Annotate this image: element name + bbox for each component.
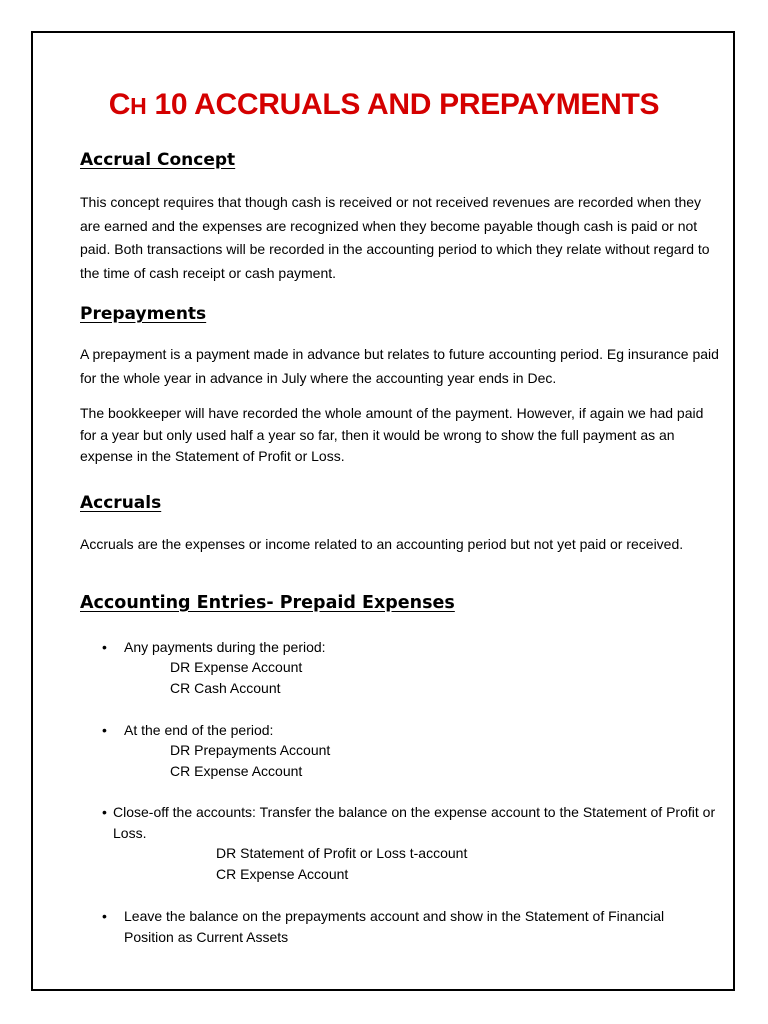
title-rest: 10 ACCRUALS AND PREPAYMENTS: [146, 88, 660, 121]
entry-item-2-debit: DR Prepayments Account: [170, 742, 331, 758]
bullet-dot: •: [102, 804, 107, 820]
accruals-body: Accruals are the expenses or income related to an accounting period but not yet paid or received.: [80, 536, 684, 552]
entry-item-3-credit: CR Expense Account: [216, 866, 349, 882]
accrual-concept-heading: Accrual Concept: [80, 150, 236, 170]
bullet-dot: •: [102, 908, 107, 924]
prepayments-para-2: The bookkeeper will have recorded the whole amount of the payment. However, if again we had paid for a year but only used half a year so far, then it would be wrong to show the full payment as an expense in the Statement of Profit or Loss.: [80, 405, 704, 464]
entries-heading: Accounting Entries- Prepaid Expenses: [80, 593, 455, 613]
entry-item-1-text: Any payments during the period:: [124, 639, 326, 655]
page-title: [0, 88, 768, 122]
entry-item-1-debit: DR Expense Account: [170, 659, 303, 675]
entry-item-1-credit: CR Cash Account: [170, 680, 281, 696]
bullet-dot: •: [102, 639, 107, 655]
accruals-heading: Accruals: [80, 493, 162, 513]
prepayments-heading: Prepayments: [80, 304, 207, 324]
title-prefix-h: H: [130, 93, 147, 119]
entry-item-4-text: Leave the balance on the prepayments account and show in the Statement of Financial Position as Current Assets: [124, 908, 665, 945]
title-prefix-c: C: [108, 88, 131, 121]
accrual-concept-body: This concept requires that though cash is received or not received revenues are recorded when they are earned and the expenses are recognized when they become payable though cash is paid or not paid. Both transactions will be recorded in the accounting period to which they relate without regard to the time of cash receipt or cash payment.: [80, 194, 710, 281]
prepayments-para-1: A prepayment is a payment made in advance but relates to future accounting period. Eg insurance paid for the whole year in advance in July where the accounting year ends in Dec.: [80, 346, 719, 386]
entry-item-2-text: At the end of the period:: [124, 722, 274, 738]
bullet-dot: •: [102, 722, 107, 738]
entry-item-3-debit: DR Statement of Profit or Loss t-account: [216, 845, 468, 861]
entry-item-3-text: Close-off the accounts: Transfer the balance on the expense account to the Statement of Profit or Loss.: [113, 804, 716, 841]
entry-item-2-credit: CR Expense Account: [170, 763, 303, 779]
